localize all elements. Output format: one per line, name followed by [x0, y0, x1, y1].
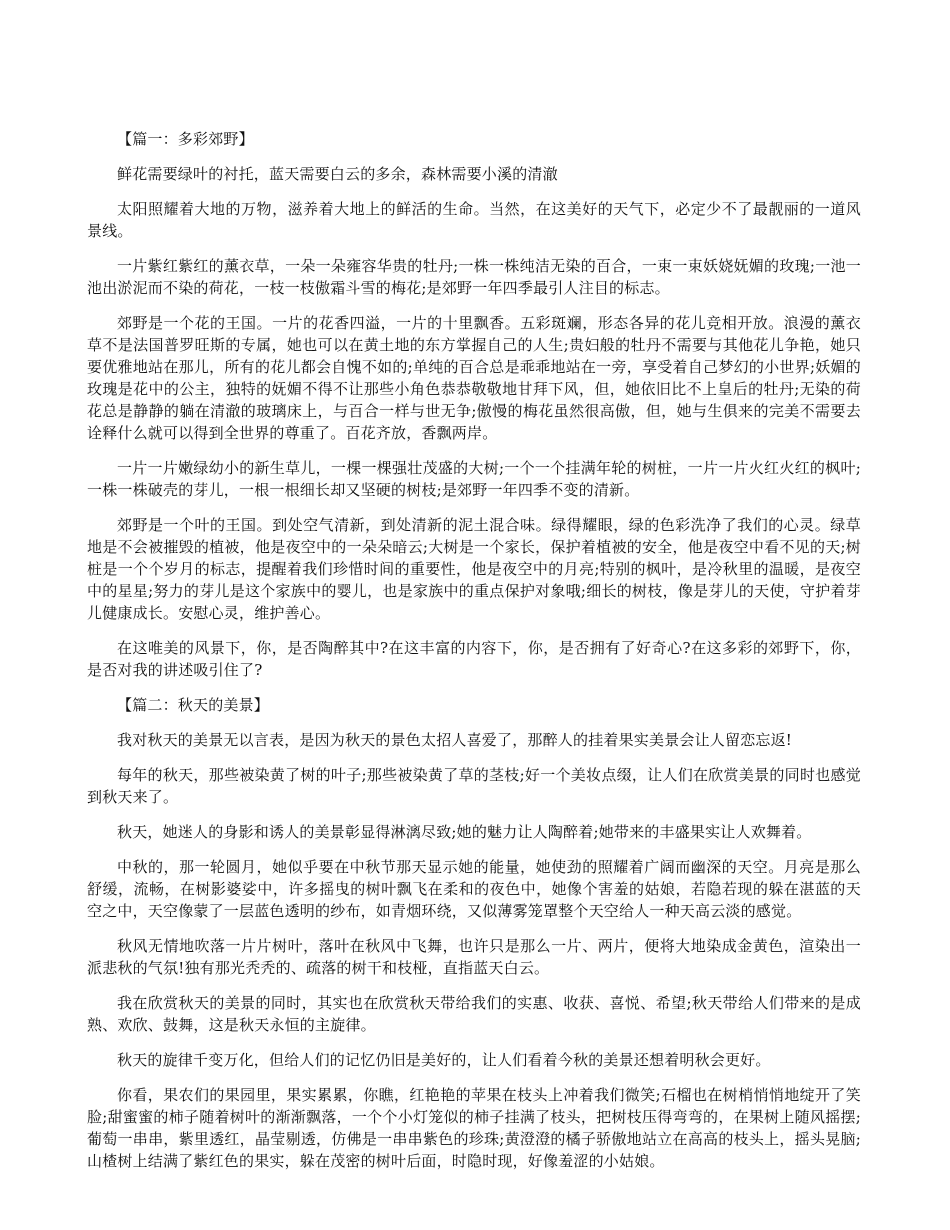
section-heading: 【篇一：多彩郊野】: [117, 130, 254, 148]
paragraph: 一片紫红紫红的薰衣草，一朵一朵雍容华贵的牡丹;一株一株纯洁无染的百合，一束一束妖娆妩媚的玫瑰;一池一池出淤泥而不染的荷花，一枝一枝傲霜斗雪的梅花;是郊野一年四季最引人注目的标志。: [87, 257, 861, 297]
paragraph: 我在欣赏秋天的美景的同时，其实也在欣赏秋天带给我们的实惠、收获、喜悦、希望;秋天带给人们带来的是成熟、欢欣、鼓舞，这是秋天永恒的主旋律。: [87, 994, 861, 1034]
section-heading: 【篇二：秋天的美景】: [117, 696, 270, 714]
paragraph: 郊野是一个花的王国。一片的花香四溢，一片的十里飘香。五彩斑斓，形态各异的花儿竞相开放。浪漫的薰衣草不是法国普罗旺斯的专属，她也可以在黄土地的东方掌握自己的人生;贵妇般的牡丹不需要与其他花儿争艳，她只要优雅地站在那儿，所有的花儿都会自愧不如的;单纯的百合总是乖乖地站在一旁，享受着自己梦幻的小世界;妖媚的玫瑰是花中的公主，独特的妩媚不得不让那些小角色恭恭敬敬地甘拜下风，但，她依旧比不上皇后的牡丹;无染的荷花总是静静的躺在清澈的玻璃床上，与百合一样与世无争;傲慢的梅花虽然很高傲，但，她与生俱来的完美不需要去诠释什么就可以得到全世界的尊重了。百花齐放，香飘两岸。: [87, 314, 861, 442]
paragraph: 我对秋天的美景无以言表，是因为秋天的景色太招人喜爱了，那醉人的挂着果实美景会让人留恋忘返!: [117, 731, 793, 749]
paragraph: 秋天的旋律千变万化，但给人们的记忆仍旧是美好的，让人们看着今秋的美景还想着明秋会更好。: [117, 1051, 771, 1069]
paragraph: 一片一片嫩绿幼小的新生草儿，一棵一棵强壮茂盛的大树;一个一个挂满年轮的树桩，一片一片火红火红的枫叶;一株一株破壳的芽儿，一根一根细长却又坚硬的树枝;是郊野一年四季不变的清新。: [87, 459, 861, 499]
paragraph: 你看，果农们的果园里，果实累累，你瞧，红艳艳的苹果在枝头上冲着我们微笑;石榴也在树梢悄悄地绽开了笑脸;甜蜜蜜的柿子随着树叶的渐渐飘落，一个个小灯笼似的柿子挂满了枝头，把树枝压得弯弯的，在果树上随风摇摆;葡萄一串串，紫里透红，晶莹剔透，仿佛是一串串紫色的珍珠;黄澄澄的橘子骄傲地站立在高高的枝头上，摇头晃脑;山楂树上结满了紫红色的果实，躲在茂密的树叶后面，时隐时现，好像羞涩的小姑娘。: [87, 1086, 861, 1170]
paragraph: 中秋的，那一轮圆月，她似乎要在中秋节那天显示她的能量，她使劲的照耀着广阔而幽深的天空。月亮是那么舒缓，流畅，在树影婆娑中，许多摇曳的树叶飘飞在柔和的夜色中，她像个害羞的姑娘，若隐若现的躲在湛蓝的天空之中，天空像蒙了一层蓝色透明的纱布，如青烟环绕，又似薄雾笼罩整个天空给人一种天高云淡的感觉。: [87, 858, 861, 920]
paragraph: 每年的秋天，那些被染黄了树的叶子;那些被染黄了草的茎枝;好一个美妆点缀，让人们在欣赏美景的同时也感觉到秋天来了。: [87, 766, 861, 806]
paragraph: 鲜花需要绿叶的衬托，蓝天需要白云的多余，森林需要小溪的清澈: [117, 165, 558, 183]
article-body: [87, 128, 861, 1185]
paragraph: 太阳照耀着大地的万物，滋养着大地上的鲜活的生命。当然，在这美好的天气下，必定少不了最靓丽的一道风景线。: [87, 200, 861, 240]
paragraph: 郊野是一个叶的王国。到处空气清新，到处清新的泥土混合味。绿得耀眼，绿的色彩洗净了我们的心灵。绿草地是不会被摧毁的植被，他是夜空中的一朵朵暗云;大树是一个家长，保护着植被的安全，他是夜空中看不见的天;树桩是一个个岁月的标志，提醒着我们珍惜时间的重要性，他是夜空中的月亮;特别的枫叶，是冷秋里的温暖，是夜空中的星星;努力的芽儿是这个家族中的婴儿，也是家族中的重点保护对象哦;细长的树枝，像是芽儿的天使，守护着芽儿健康成长。安慰心灵，维护善心。: [87, 516, 861, 622]
paragraph: 秋风无情地吹落一片片树叶，落叶在秋风中飞舞，也许只是那么一片、两片，便将大地染成金黄色，渲染出一派悲秋的气氛!独有那光秃秃的、疏落的树干和枝桠，直指蓝天白云。: [87, 937, 861, 977]
paragraph: 秋天，她迷人的身影和诱人的美景彰显得淋漓尽致;她的魅力让人陶醉着;她带来的丰盛果实让人欢舞着。: [117, 823, 812, 841]
paragraph: 在这唯美的风景下，你，是否陶醉其中?在这丰富的内容下，你，是否拥有了好奇心?在这多彩的郊野下，你，是否对我的讲述吸引住了?: [87, 639, 861, 679]
